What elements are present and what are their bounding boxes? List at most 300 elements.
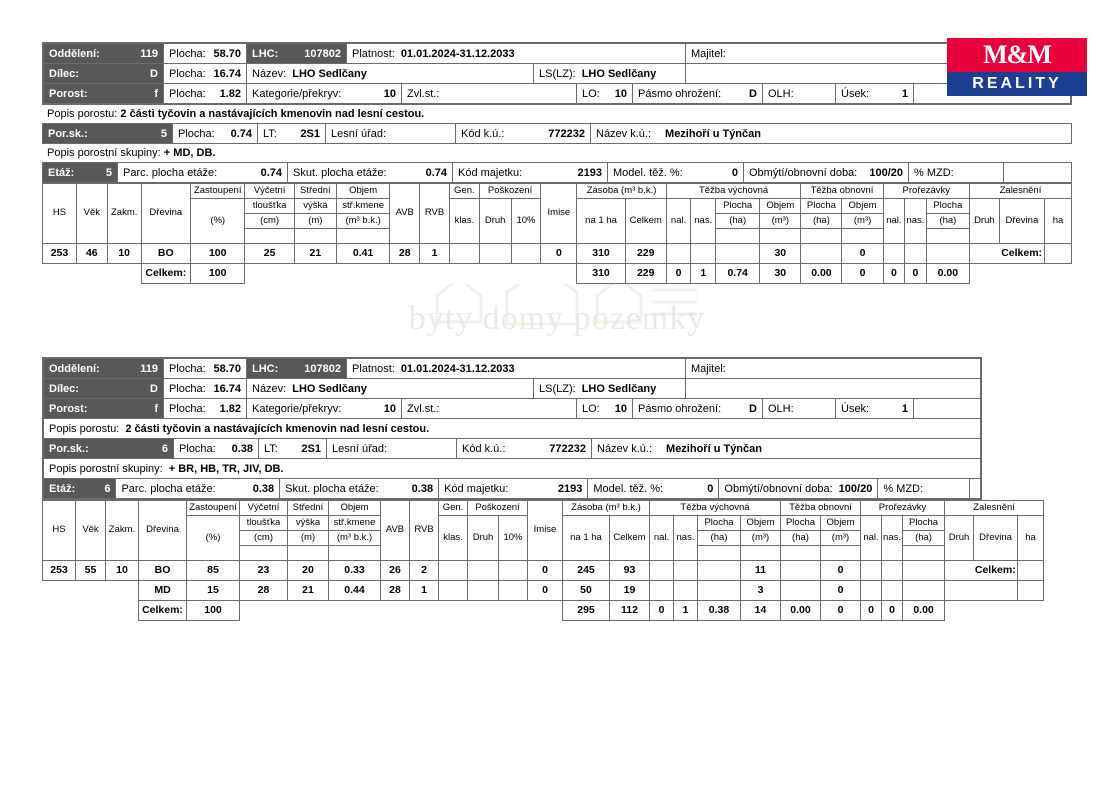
total-zastoupeni: 100 (190, 264, 244, 284)
field-obmyti-value: 100/20 (869, 166, 903, 179)
col-objem-unit: (m³ b.k.) (336, 214, 389, 229)
cell-pr-nas (882, 581, 903, 601)
cell-imise: 0 (528, 561, 563, 581)
col-tv-objem: Objem (760, 199, 801, 214)
field-pasmo-value: D (749, 87, 757, 100)
field-lhc-label: LHC: (252, 362, 279, 375)
total-to-objem: 0 (842, 264, 883, 284)
field-majitel (686, 359, 980, 378)
col-pr-nas: nas. (905, 199, 927, 244)
field-dilec-label: Dílec: (49, 67, 79, 80)
col-tv-objem-unit: (m³) (760, 214, 801, 229)
col-zakm: Zakm. (107, 184, 141, 244)
field-usek (836, 84, 914, 103)
cell-vek: 46 (76, 244, 107, 264)
cell-posk-10 (511, 244, 541, 264)
cell-posk-druh (468, 581, 499, 601)
header-block-2 (42, 357, 982, 500)
field-lo-value: 10 (614, 402, 627, 415)
field-parc-plocha (118, 163, 288, 182)
col-stredni-unit: (m) (294, 214, 336, 229)
cell-avb: 28 (390, 244, 420, 264)
field-porsk (44, 439, 174, 458)
cell-avb: 26 (381, 561, 410, 581)
field-dilec-value: D (150, 382, 158, 395)
field-kod-majetku-label: Kód majetku: (444, 482, 509, 495)
field-obmyti-label: Obmýtí/obnovní doba: (724, 482, 833, 495)
field-nazev-ku-value: Mezihoří u Týnčan (665, 127, 761, 140)
popis-porostu-2 (43, 419, 981, 439)
field-etaz-label: Etáž: (49, 482, 76, 495)
total-to-plocha: 0.00 (781, 601, 821, 621)
header-row-porost (43, 84, 1071, 104)
col-tv-nal: nal. (650, 516, 674, 561)
col-vek: Věk (76, 501, 106, 561)
field-porost-value: f (154, 402, 158, 415)
total-zas-celkem: 229 (625, 264, 666, 284)
cell-zal-druh (945, 581, 974, 601)
cell-posk-10 (499, 561, 528, 581)
field-parc-plocha-value: 0.38 (252, 482, 275, 495)
col-rvb: RVB (410, 501, 439, 561)
cell-objem: 0.33 (329, 561, 381, 581)
col-zal-drevina: Dřevina (974, 516, 1018, 561)
col-posk-10: 10% (499, 516, 528, 561)
field-model-tez (608, 163, 744, 182)
col-avb: AVB (381, 501, 410, 561)
field-dilec-plocha-label: Plocha: (169, 382, 206, 395)
cell-drevina: BO (141, 244, 190, 264)
field-skut-plocha (280, 479, 439, 498)
field-skut-plocha-value: 0.74 (425, 166, 447, 179)
field-parc-plocha (116, 479, 280, 498)
col-vycetni-sub: tloušťka (240, 516, 288, 531)
col-tezba-vychovna: Těžba výchovná (650, 501, 781, 516)
col-gen: Gen. (449, 184, 479, 199)
col-zalesneni: Zalesnění (945, 501, 1044, 516)
field-kod-ku-value: 772232 (548, 127, 585, 140)
field-model-tez-label: Model. těž. %: (613, 166, 683, 179)
cell-vek (76, 581, 106, 601)
field-usek-label: Úsek: (841, 87, 870, 100)
field-porsk (43, 124, 173, 143)
field-porost-label: Porost: (49, 402, 88, 415)
cell-vyska: 21 (294, 244, 336, 264)
popis-skupiny-1 (42, 144, 1072, 162)
col-zal-ha: ha (1044, 199, 1071, 244)
field-majitel-label: Majitel: (691, 47, 726, 60)
field-kod-majetku (439, 479, 588, 498)
cell-zastoupeni: 15 (187, 581, 240, 601)
cell-tv-nas (691, 244, 716, 264)
popis-porostu-1 (42, 105, 1072, 123)
field-platnost-label: Platnost: (352, 47, 395, 60)
field-obmyti (719, 479, 878, 498)
total-tv-objem: 14 (741, 601, 781, 621)
col-to-plocha-unit: (ha) (801, 214, 842, 229)
field-dilec-plocha-value: 16.74 (213, 67, 241, 80)
cell-zal-drevina: Celkem: (974, 561, 1018, 581)
field-dilec-spacer (686, 379, 980, 398)
cell-zas-1ha: 245 (563, 561, 610, 581)
field-kod-majetku (453, 163, 608, 182)
field-mzd (909, 163, 1004, 182)
field-etaz-label: Etáž: (48, 166, 75, 179)
col-stredni: Střední (288, 501, 329, 516)
field-kod-ku (456, 124, 591, 143)
cell-zal-druh (945, 561, 974, 581)
field-dilec-plocha (164, 64, 247, 83)
col-tv-plocha: Plocha (716, 199, 760, 214)
field-usek (836, 399, 914, 418)
header-row-porsk (43, 124, 1071, 143)
logo-bottom-text: REALITY (947, 72, 1087, 96)
cell-tv-objem: 30 (760, 244, 801, 264)
field-skut-plocha-value: 0.38 (411, 482, 434, 495)
field-kategorie-label: Kategorie/překryv: (252, 402, 342, 415)
col-objem-sub: stř.kmene (329, 516, 381, 531)
field-kategorie-value: 10 (383, 402, 396, 415)
cell-zas-celkem: 93 (610, 561, 650, 581)
field-olh-label: OLH: (768, 402, 794, 415)
col-poskozeni: Poškození (468, 501, 528, 516)
popis-porostu-value: 2 části tyčovin a nastávajících kmenovin nad lesní cestou. (120, 108, 425, 120)
field-porost-value: f (154, 87, 158, 100)
field-porsk-plocha-value: 0.74 (230, 127, 252, 140)
field-porsk-plocha-value: 0.38 (231, 442, 253, 455)
cell-pr-nas (882, 561, 903, 581)
field-lt-label: LT: (263, 127, 277, 140)
field-lhc-value: 107802 (304, 362, 341, 375)
field-nazev-ku-value: Mezihoří u Týnčan (666, 442, 762, 455)
col-zal-druh: Druh (945, 516, 974, 561)
field-porost-plocha-label: Plocha: (169, 402, 206, 415)
col-gen-klas: klas. (449, 199, 479, 244)
col-zastoupeni-unit: (%) (190, 199, 244, 244)
field-etaz-spacer (970, 479, 980, 498)
header-row-etaz (43, 163, 1071, 182)
field-obmyti-value: 100/20 (838, 482, 873, 495)
total-to-plocha: 0.00 (801, 264, 842, 284)
col-prorezavky: Prořezávky (883, 184, 969, 199)
popis-skupiny-label: Popis porostní skupiny: (49, 462, 163, 475)
cell-zal-ha (1018, 581, 1044, 601)
cell-posk-10 (499, 581, 528, 601)
field-skut-plocha-label: Skut. plocha etáže: (293, 166, 387, 179)
field-dilec-plocha (164, 379, 247, 398)
cell-tv-plocha (716, 244, 760, 264)
field-mzd (878, 479, 970, 498)
field-platnost-value: 01.01.2024-31.12.2033 (400, 362, 515, 375)
col-tv-plocha-unit: (ha) (716, 214, 760, 229)
cell-to-objem: 0 (842, 244, 883, 264)
field-lesni-urad (327, 439, 457, 458)
field-lesni-urad (326, 124, 456, 143)
field-kod-ku-label: Kód k.ú.: (461, 127, 505, 140)
field-kod-ku-label: Kód k.ú.: (462, 442, 506, 455)
col-pr-plocha-unit: (ha) (903, 531, 945, 546)
stand-data-table-1 (42, 183, 1072, 284)
col-tezba-obnovni: Těžba obnovní (781, 501, 861, 516)
cell-hs: 253 (43, 244, 77, 264)
cell-to-plocha (801, 244, 842, 264)
header-row-oddeleni-2 (43, 358, 981, 379)
field-lslz-label: LS(LZ): (539, 67, 576, 80)
field-oddeleni-label: Oddělení: (49, 362, 100, 375)
field-nazev (247, 379, 534, 398)
header-row-oddeleni (43, 43, 1071, 64)
col-zakm: Zakm. (106, 501, 139, 561)
field-oddeleni (44, 44, 164, 63)
field-usek-value: 1 (901, 87, 908, 100)
total-tv-plocha: 0.74 (716, 264, 760, 284)
logo-top-text: M&M (947, 38, 1087, 72)
field-lo (577, 399, 633, 418)
total-pr-nal: 0 (861, 601, 882, 621)
field-oddeleni-plocha-value: 58.70 (213, 47, 241, 60)
field-oddeleni (44, 359, 164, 378)
field-porost (44, 399, 164, 418)
cell-vyska: 20 (288, 561, 329, 581)
col-poskozeni: Poškození (479, 184, 541, 199)
field-pasmo-label: Pásmo ohrožení: (638, 87, 722, 100)
field-kategorie (247, 399, 402, 418)
field-nazev-ku-label: Název k.ú.: (597, 442, 653, 455)
field-nazev (247, 64, 534, 83)
header-row-etaz-2 (43, 479, 981, 499)
total-pr-plocha: 0.00 (926, 264, 969, 284)
popis-porostu-label: Popis porostu: (47, 108, 118, 120)
col-vycetni-unit: (cm) (245, 214, 294, 229)
field-platnost (347, 359, 686, 378)
cell-imise: 0 (541, 244, 577, 264)
cell-zas-1ha: 310 (577, 244, 625, 264)
table-row (43, 581, 1044, 601)
stand-data-table-2 (42, 500, 1044, 621)
field-platnost-label: Platnost: (352, 362, 395, 375)
cell-hs (43, 581, 76, 601)
cell-pr-nal (861, 581, 882, 601)
field-kod-majetku-label: Kód majetku: (458, 166, 523, 179)
popis-skupiny-2 (43, 459, 981, 479)
cell-rvb: 1 (410, 581, 439, 601)
field-platnost (347, 44, 686, 63)
cell-avb: 28 (381, 581, 410, 601)
field-porsk-plocha (173, 124, 258, 143)
field-platnost-value: 01.01.2024-31.12.2033 (400, 47, 515, 60)
field-lo (577, 84, 633, 103)
cell-tv-nal (650, 581, 674, 601)
field-lslz-value: LHO Sedlčany (581, 382, 657, 395)
header-row-porsk-2 (43, 439, 981, 459)
cell-gen (439, 561, 468, 581)
total-pr-plocha: 0.00 (903, 601, 945, 621)
total-tv-nal: 0 (650, 601, 674, 621)
col-posk-druh: Druh (468, 516, 499, 561)
field-lhc (247, 44, 347, 63)
field-lt-value: 2S1 (301, 442, 321, 455)
col-tezba-obnovni: Těžba obnovní (801, 184, 883, 199)
field-lhc-label: LHC: (252, 47, 279, 60)
field-oddeleni-value: 119 (140, 47, 158, 60)
col-vycetni: Výčetní (240, 501, 288, 516)
col-tv-objem-unit: (m³) (741, 531, 781, 546)
total-tv-nal: 0 (666, 264, 691, 284)
field-lt (258, 124, 326, 143)
col-tezba-vychovna: Těžba výchovná (666, 184, 801, 199)
field-pasmo (633, 399, 763, 418)
cell-rvb: 2 (410, 561, 439, 581)
col-objem: Objem (329, 501, 381, 516)
col-pr-plocha: Plocha (903, 516, 945, 531)
header-row-dilec-2 (43, 379, 981, 399)
field-pasmo-label: Pásmo ohrožení: (638, 402, 722, 415)
col-imise: Imise (528, 501, 563, 561)
col-imise: Imise (541, 184, 577, 244)
total-tv-objem: 30 (760, 264, 801, 284)
popis-skupiny-value: + MD, DB. (163, 147, 216, 159)
etaz-block-1 (42, 162, 1072, 183)
col-zasoba-celkem: Celkem (610, 516, 650, 561)
field-mzd-label: % MZD: (914, 166, 954, 179)
field-porsk-label: Por.sk.: (49, 442, 89, 455)
field-lslz-value: LHO Sedlčany (581, 67, 657, 80)
field-kod-majetku-value: 2193 (557, 482, 583, 495)
col-tv-nas: nas. (691, 199, 716, 244)
field-etaz (43, 163, 118, 182)
cell-zal-drevina (974, 581, 1018, 601)
field-porsk-value: 5 (160, 127, 167, 140)
field-porsk-plocha-label: Plocha: (179, 442, 216, 455)
field-obmyti-label: Obmýtí/obnovní doba: (749, 166, 858, 179)
cell-tv-nal (666, 244, 691, 264)
cell-posk-druh (468, 561, 499, 581)
cell-zas-celkem: 19 (610, 581, 650, 601)
cell-tv-nal (650, 561, 674, 581)
col-drevina: Dřevina (141, 184, 190, 244)
table-row (43, 244, 1072, 264)
field-olh (763, 84, 836, 103)
field-lslz (534, 379, 686, 398)
forest-record-sheet-2 (42, 357, 1036, 621)
field-olh (763, 399, 836, 418)
col-tv-objem: Objem (741, 516, 781, 531)
col-stredni-unit: (m) (288, 531, 329, 546)
header-row-dilec (43, 64, 1071, 84)
field-nazev-value: LHO Sedlčany (292, 67, 367, 80)
col-zasoba: Zásoba (m³ b.k.) (577, 184, 666, 199)
col-hs: HS (43, 184, 77, 244)
cell-tv-objem: 3 (741, 581, 781, 601)
col-gen-klas: klas. (439, 516, 468, 561)
field-kategorie-value: 10 (383, 87, 396, 100)
col-to-plocha: Plocha (781, 516, 821, 531)
field-lslz-label: LS(LZ): (539, 382, 576, 395)
col-tv-plocha: Plocha (698, 516, 741, 531)
field-oddeleni-value: 119 (140, 362, 158, 375)
watermark-text: byty domy pozemky (408, 300, 706, 337)
field-lo-label: LO: (582, 402, 600, 415)
cell-zakm: 10 (106, 561, 139, 581)
field-nazev-value: LHO Sedlčany (292, 382, 367, 395)
col-to-objem: Objem (842, 199, 883, 214)
field-kategorie-label: Kategorie/překryv: (252, 87, 342, 100)
cell-zas-1ha: 50 (563, 581, 610, 601)
field-zvlst-label: Zvl.st.: (407, 87, 440, 100)
popis-porostu-value: 2 části tyčovin a nastávajících kmenovin nad lesní cestou. (125, 422, 430, 435)
cell-pr-plocha (903, 561, 945, 581)
field-model-tez-label: Model. těž. %: (593, 482, 664, 495)
cell-imise: 0 (528, 581, 563, 601)
field-porost-plocha-value: 1.82 (219, 402, 241, 415)
total-tv-nas: 1 (691, 264, 716, 284)
cell-tloustka: 25 (245, 244, 294, 264)
col-zasoba-1ha: na 1 ha (563, 516, 610, 561)
field-lo-label: LO: (582, 87, 600, 100)
cell-pr-nal (883, 244, 905, 264)
total-to-objem: 0 (821, 601, 861, 621)
cell-gen (439, 581, 468, 601)
field-lslz (534, 64, 686, 83)
cell-tv-objem: 11 (741, 561, 781, 581)
field-zvlst-label: Zvl.st.: (407, 402, 440, 415)
popis-skupiny-label: Popis porostní skupiny: (47, 147, 161, 159)
cell-zal-druh (969, 244, 999, 264)
total-zas-1ha: 310 (577, 264, 625, 284)
col-gen: Gen. (439, 501, 468, 516)
field-kod-ku-value: 772232 (549, 442, 586, 455)
cell-hs: 253 (43, 561, 76, 581)
field-porost (44, 84, 164, 103)
col-to-objem-unit: (m³) (821, 531, 861, 546)
col-vycetni: Výčetní (245, 184, 294, 199)
field-model-tez-value: 0 (731, 166, 738, 179)
field-dilec-label: Dílec: (49, 382, 79, 395)
col-zal-ha: ha (1018, 516, 1044, 561)
table-header-row-1 (43, 184, 1072, 199)
field-porost-plocha-label: Plocha: (169, 87, 206, 100)
watermark (0, 300, 1114, 338)
field-porsk-plocha (174, 439, 259, 458)
col-pr-plocha-unit: (ha) (926, 214, 969, 229)
cell-tv-nas (674, 581, 698, 601)
cell-to-objem: 0 (821, 561, 861, 581)
field-skut-plocha (288, 163, 453, 182)
total-pr-nas: 0 (882, 601, 903, 621)
field-oddeleni-plocha (164, 359, 247, 378)
col-objem-unit: (m³ b.k.) (329, 531, 381, 546)
col-zasoba-celkem: Celkem (625, 199, 666, 244)
field-majitel-label: Majitel: (691, 362, 726, 375)
field-lhc (247, 359, 347, 378)
field-oddeleni-label: Oddělení: (49, 47, 100, 60)
total-zas-1ha: 295 (563, 601, 610, 621)
field-usek-value: 1 (901, 402, 908, 415)
header-row-porost-2 (43, 399, 981, 419)
total-label: Celkem: (141, 264, 190, 284)
field-mzd-label: % MZD: (883, 482, 924, 495)
field-oddeleni-plocha-label: Plocha: (169, 47, 206, 60)
col-tv-nas: nas. (674, 516, 698, 561)
field-kod-ku (457, 439, 592, 458)
porsk-block-1 (42, 123, 1072, 144)
field-dilec (44, 64, 164, 83)
cell-to-plocha (781, 561, 821, 581)
field-zvlst (402, 84, 577, 103)
cell-vyska: 21 (288, 581, 329, 601)
col-tv-plocha-unit: (ha) (698, 531, 741, 546)
field-kod-majetku-value: 2193 (577, 166, 602, 179)
